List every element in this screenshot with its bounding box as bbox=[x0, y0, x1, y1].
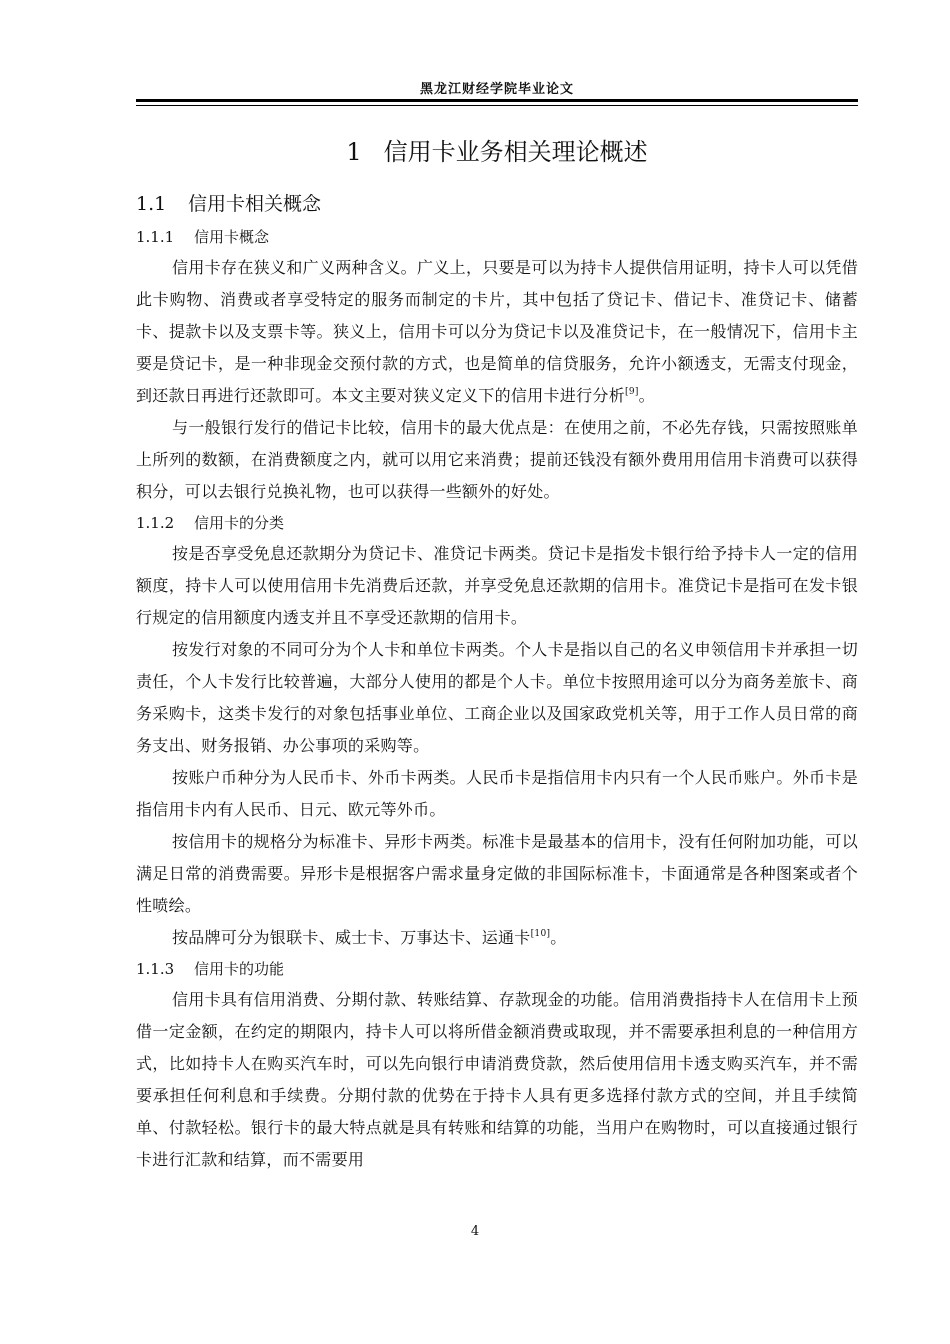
page-number: 4 bbox=[470, 1224, 480, 1239]
subsection-title: 信用卡概念 bbox=[194, 228, 270, 246]
section-number: 1.1 bbox=[136, 193, 167, 215]
paragraph bbox=[136, 252, 858, 412]
paragraph: 按信用卡的规格分为标准卡、异形卡两类。标准卡是最基本的信用卡，没有任何附加功能，可以满足日常的消费需要。异形卡是根据客户需求量身定做的非国际标准卡，卡面通常是各种图案或者个性喷绘。 bbox=[136, 832, 858, 915]
paragraph: 按是否享受免息还款期分为贷记卡、准贷记卡两类。贷记卡是指发卡银行给予持卡人一定的信用额度，持卡人可以使用信用卡先消费后还款，并享受免息还款期的信用卡。准贷记卡是指可在发卡银行规定的信用额度内透支并且不享受还款期的信用卡。 bbox=[136, 544, 858, 627]
subsection-heading-1-1-1 bbox=[136, 222, 858, 252]
paragraph bbox=[136, 922, 858, 954]
paragraph-text: 信用卡存在狭义和广义两种含义。广义上，只要是可以为持卡人提供信用证明，持卡人可以凭借此卡购物、消费或者享受特定的服务而制定的卡片，其中包括了贷记卡、借记卡、准贷记卡、储蓄卡、提款卡以及支票卡等。狭义上，信用卡可以分为贷记卡以及准贷记卡，在一般情况下，信用卡主要是贷记卡，是一种非现金交预付款的方式，也是简单的信贷服务，允许小额透支，无需支付现金，到还款日再进行还款即可。本文主要对狭义定义下的信用卡进行分析 bbox=[136, 258, 858, 405]
subsection-heading-1-1-2 bbox=[136, 508, 858, 538]
subsection-number: 1.1.1 bbox=[136, 228, 175, 246]
section-title: 信用卡相关概念 bbox=[188, 193, 322, 215]
citation: [10] bbox=[530, 929, 551, 939]
citation: [9] bbox=[625, 387, 639, 397]
paragraph-end: 。 bbox=[550, 928, 567, 947]
running-header: 黑龙江财经学院毕业论文 bbox=[419, 82, 574, 97]
subsection-heading-1-1-3 bbox=[136, 954, 858, 984]
subsection-number: 1.1.2 bbox=[136, 514, 175, 532]
chapter-number: 1 bbox=[346, 138, 362, 166]
section-heading-1-1 bbox=[136, 186, 858, 222]
paragraph: 按发行对象的不同可分为个人卡和单位卡两类。个人卡是指以自己的名义申领信用卡并承担一切责任，个人卡发行比较普遍，大部分人使用的都是个人卡。单位卡按照用途可以分为商务差旅卡、商务采购卡，这类卡发行的对象包括事业单位、工商企业以及国家政党机关等，用于工作人员日常的商务支出、财务报销、办公事项的采购等。 bbox=[136, 640, 858, 755]
subsection-title: 信用卡的功能 bbox=[194, 960, 285, 978]
paragraph: 按账户币种分为人民币卡、外币卡两类。人民币卡是指信用卡内只有一个人民币账户。外币卡是指信用卡内有人民币、日元、欧元等外币。 bbox=[136, 768, 858, 819]
chapter-title bbox=[136, 134, 858, 170]
header-rule-thick bbox=[136, 99, 858, 102]
paragraph-text: 按品牌可分为银联卡、威士卡、万事达卡、运通卡 bbox=[172, 928, 531, 947]
subsection-title: 信用卡的分类 bbox=[194, 514, 285, 532]
chapter-title-text: 信用卡业务相关理论概述 bbox=[383, 138, 648, 166]
paragraph: 与一般银行发行的借记卡比较，信用卡的最大优点是：在使用之前，不必先存钱，只需按照账单上所列的数额，在消费额度之内，就可以用它来消费；提前还钱没有额外费用用信用卡消费可以获得积分，可以去银行兑换礼物，也可以获得一些额外的好处。 bbox=[136, 418, 858, 501]
header-rule-thin bbox=[136, 105, 858, 106]
subsection-number: 1.1.3 bbox=[136, 960, 175, 978]
paragraph: 信用卡具有信用消费、分期付款、转账结算、存款现金的功能。信用消费指持卡人在信用卡上预借一定金额，在约定的期限内，持卡人可以将所借金额消费或取现，并不需要承担利息的一种信用方式，比如持卡人在购买汽车时，可以先向银行申请消费贷款，然后使用信用卡透支购买汽车，并不需要承担任何利息和手续费。分期付款的优势在于持卡人具有更多选择付款方式的空间，并且手续简单、付款轻松。银行卡的最大特点就是具有转账和结算的功能，当用户在购物时，可以直接通过银行卡进行汇款和结算，而不需要用 bbox=[136, 990, 858, 1169]
page-content bbox=[136, 134, 858, 1176]
paragraph-end: 。 bbox=[638, 386, 655, 405]
